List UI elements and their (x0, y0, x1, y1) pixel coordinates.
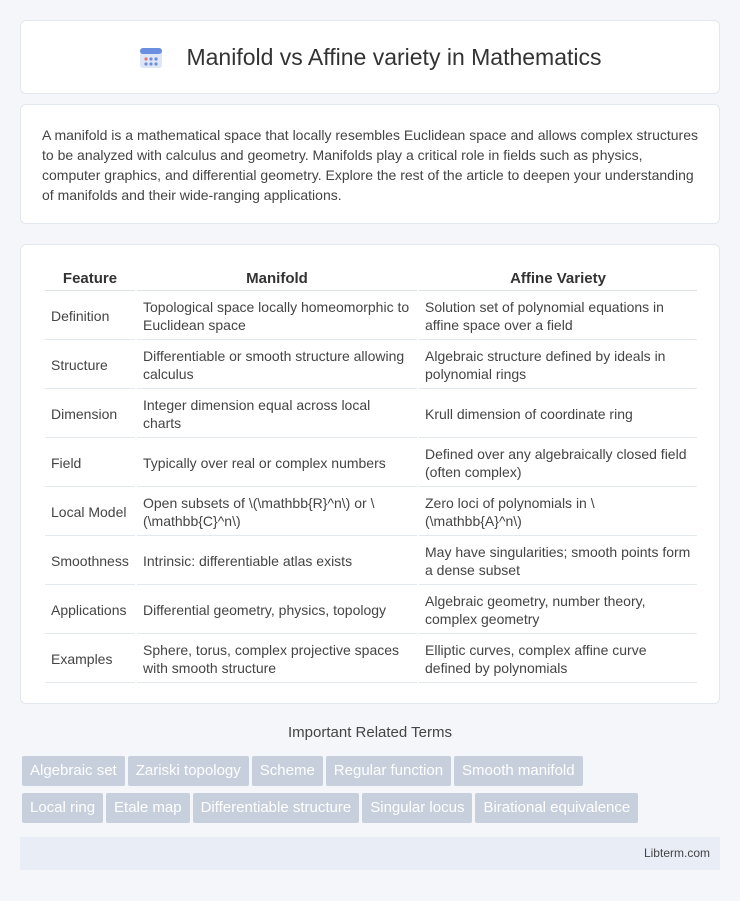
tag-smooth-manifold[interactable]: Smooth manifold (454, 756, 583, 786)
table-row (45, 440, 697, 487)
row-feature: Smoothness (45, 538, 135, 585)
header-manifold: Manifold (137, 267, 417, 291)
row-affine: Algebraic geometry, number theory, complex geometry (419, 587, 697, 634)
page-title: Manifold vs Affine variety in Mathematics (186, 43, 602, 70)
intro-paragraph: A manifold is a mathematical space that locally resembles Euclidean space and allows complex structures to be analyzed with calculus and geometry. Manifolds play a critical role in fields such as physics, computer graphics, and differential geometry. Explore the rest of the article to deepen your understanding of manifolds and their wide-ranging applications. (20, 104, 720, 224)
table-row (45, 538, 697, 585)
row-manifold: Integer dimension equal across local charts (137, 391, 417, 438)
row-affine: Solution set of polynomial equations in affine space over a field (419, 293, 697, 340)
row-affine: Krull dimension of coordinate ring (419, 391, 697, 438)
row-affine: Defined over any algebraically closed field (often complex) (419, 440, 697, 487)
row-feature: Definition (45, 293, 135, 340)
table-row (45, 587, 697, 634)
tag-birational-equivalence[interactable]: Birational equivalence (475, 793, 638, 823)
tag-local-ring[interactable]: Local ring (22, 793, 103, 823)
row-manifold: Topological space locally homeomorphic to Euclidean space (137, 293, 417, 340)
row-feature: Applications (45, 587, 135, 634)
row-affine: May have singularities; smooth points form a dense subset (419, 538, 697, 585)
tag-scheme[interactable]: Scheme (252, 756, 323, 786)
table-row (45, 489, 697, 536)
tag-etale-map[interactable]: Etale map (106, 793, 190, 823)
row-feature: Examples (45, 636, 135, 683)
header-affine-variety: Affine Variety (419, 267, 697, 291)
row-affine: Elliptic curves, complex affine curve defined by polynomials (419, 636, 697, 683)
row-manifold: Differentiable or smooth structure allowing calculus (137, 342, 417, 389)
table-row (45, 293, 697, 340)
tag-regular-function[interactable]: Regular function (326, 756, 451, 786)
footer (20, 837, 720, 870)
tag-differentiable-structure[interactable]: Differentiable structure (193, 793, 360, 823)
row-manifold: Open subsets of \(\mathbb{R}^n\) or \(\mathbb{C}^n\) (137, 489, 417, 536)
row-manifold: Intrinsic: differentiable atlas exists (137, 538, 417, 585)
row-feature: Local Model (45, 489, 135, 536)
table-row (45, 391, 697, 438)
row-feature: Field (45, 440, 135, 487)
row-feature: Structure (45, 342, 135, 389)
table-row (45, 636, 697, 683)
row-feature: Dimension (45, 391, 135, 438)
footer-brand-link[interactable]: Libterm.com (643, 846, 710, 860)
tag-singular-locus[interactable]: Singular locus (362, 793, 472, 823)
table-header-row (45, 267, 697, 291)
row-manifold: Typically over real or complex numbers (137, 440, 417, 487)
row-manifold: Sphere, torus, complex projective spaces with smooth structure (137, 636, 417, 683)
tag-algebraic-set[interactable]: Algebraic set (22, 756, 125, 786)
comparison-table-card (20, 244, 720, 704)
row-manifold: Differential geometry, physics, topology (137, 587, 417, 634)
related-terms-title: Important Related Terms (288, 724, 452, 741)
row-affine: Algebraic structure defined by ideals in polynomial rings (419, 342, 697, 389)
row-affine: Zero loci of polynomials in \(\mathbb{A}^n\) (419, 489, 697, 536)
related-terms-list (22, 756, 722, 830)
tag-zariski-topology[interactable]: Zariski topology (128, 756, 249, 786)
header-feature: Feature (45, 267, 135, 291)
calendar-grid-icon (138, 44, 164, 70)
header-card (20, 20, 720, 94)
comparison-table (43, 265, 699, 685)
table-row (45, 342, 697, 389)
